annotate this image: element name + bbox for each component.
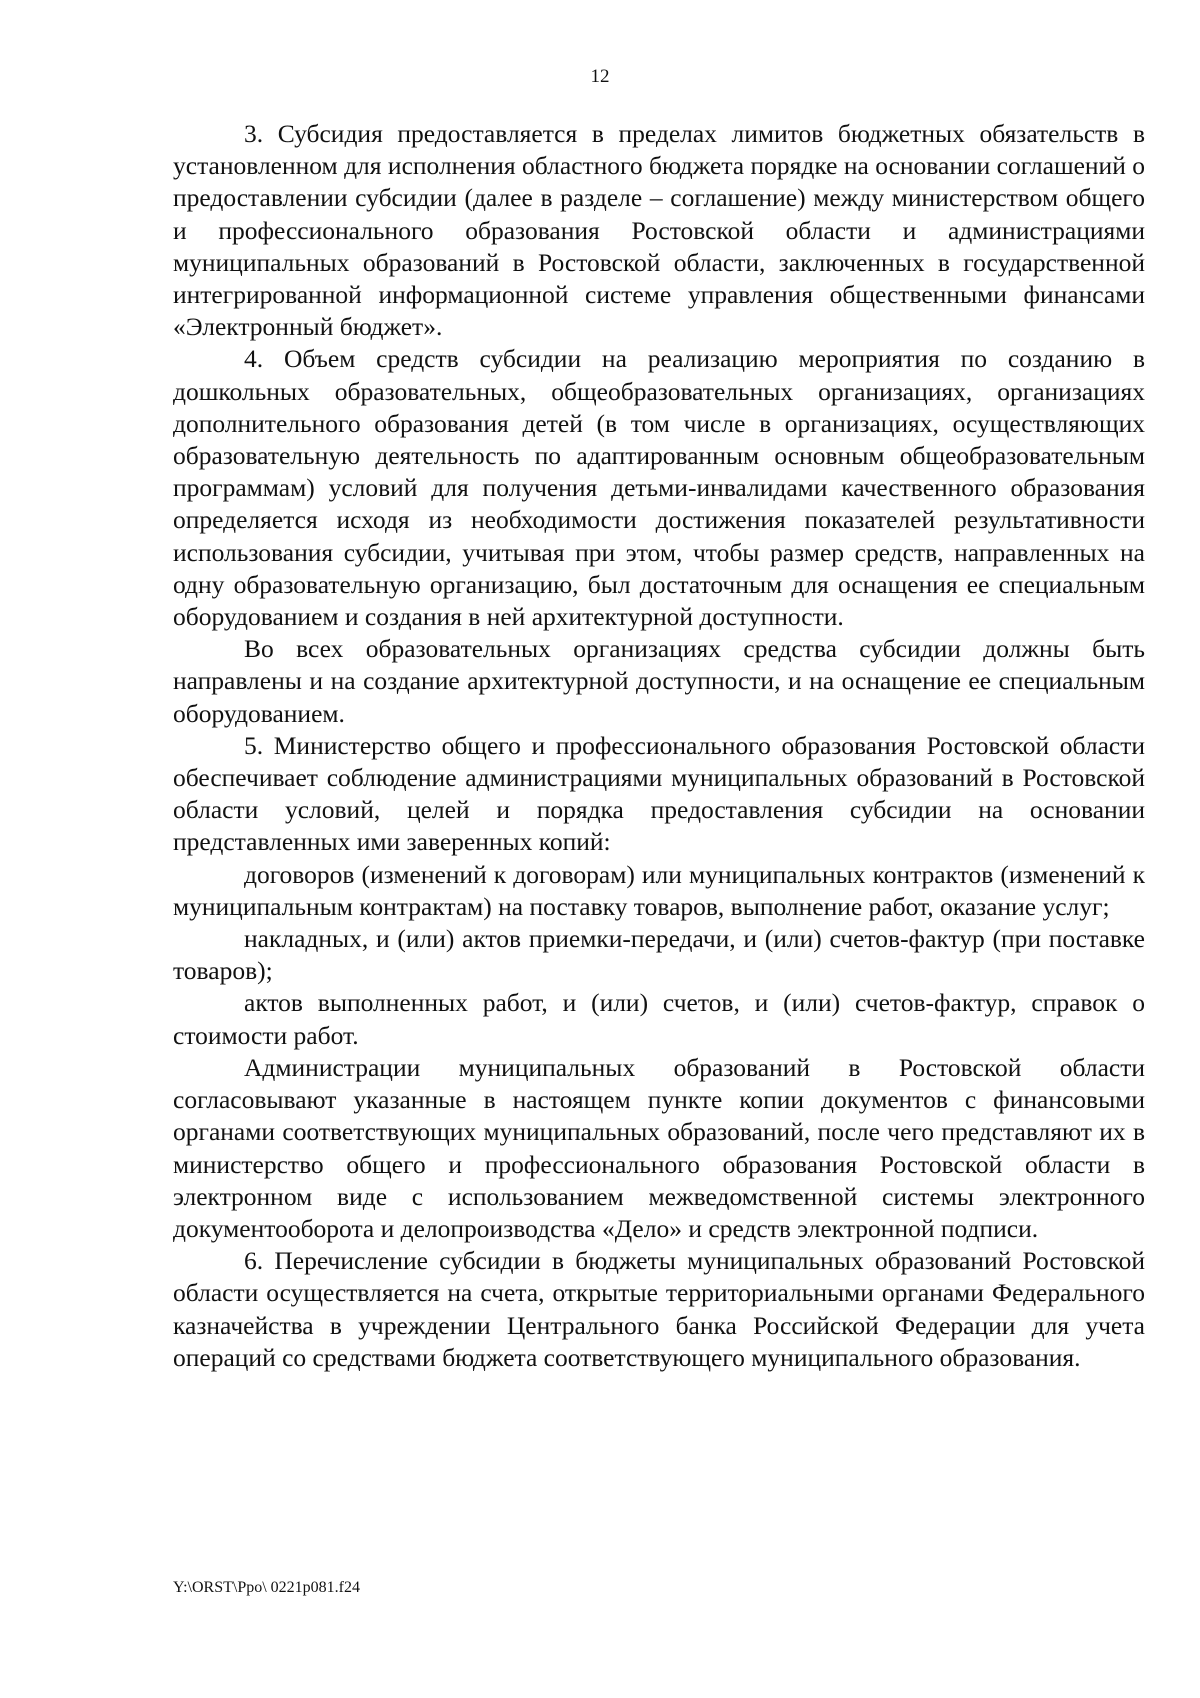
list-item-contracts: договоров (изменений к договорам) или муниципальных контрактов (изменений к муниципальным контрактам) на поставку товаров, выполнение работ, оказание услуг; (173, 859, 1145, 921)
paragraph-subsidy-direction: Во всех образовательных организациях средства субсидии должны быть направлены и на создание архитектурной доступности, и на оснащение ее специальным оборудованием. (173, 634, 1145, 728)
paragraph-6-transfer: 6. Перечисление субсидии в бюджеты муниципальных образований Ростовской области осуществляется на счета, открытые территориальными органами Федерального казначейства в учреждении Центрального банка Российской Федерации для учета операций со средствами бюджета соответствующего муниципального образования. (173, 1246, 1145, 1372)
list-item-invoices: накладных, и (или) актов приемки-передачи, и (или) счетов-фактур (при поставке товаров); (173, 924, 1145, 986)
paragraph-5-ministry-control: 5. Министерство общего и профессионального образования Ростовской области обеспечивает соблюдение администрациями муниципальных образований в Ростовской области условий, целей и порядка предоставления субсидии на основании представленных ими заверенных копий: (173, 730, 1145, 857)
paragraph-administrations-approval: Администрации муниципальных образований в Ростовской области согласовывают указанные в настоящем пункте копии документов с финансовыми органами соответствующих муниципальных образований, после чего представляют их в министерство общего и профессионального образования Ростовской области в электронном виде с использованием межведомственной системы электронного документооборота и делопроизводства «Дело» и средств электронной подписи. (173, 1052, 1145, 1243)
list-item-acts: актов выполненных работ, и (или) счетов, и (или) счетов-фактур, справок о стоимости работ. (173, 988, 1145, 1050)
page-number: 12 (590, 66, 610, 87)
document-body (173, 118, 1145, 1374)
paragraph-4-subsidy-volume: 4. Объем средств субсидии на реализацию мероприятия по созданию в дошкольных образовательных, общеобразовательных организациях, организациях дополнительного образования детей (в том числе в организациях, осуществляющих образовательную деятельность по адаптированным основным общеобразовательным программам) условий для получения детьми-инвалидами качественного образования определяется исходя из необходимости достижения показателей результативности использования субсидии, учитывая при этом, чтобы размер средств, направленных на одну образовательную организацию, был достаточным для оснащения ее специальным оборудованием и создания в ней архитектурной доступности. (173, 344, 1145, 632)
paragraph-3-subsidy-limits: 3. Субсидия предоставляется в пределах лимитов бюджетных обязательств в установленном для исполнения областного бюджета порядке на основании соглашений о предоставлении субсидии (далее в разделе – соглашение) между министерством общего и профессионального образования Ростовской области и администрациями муниципальных образований в Ростовской области, заключенных в государственной интегрированной информационной системе управления общественными финансами «Электронный бюджет». (173, 119, 1145, 342)
footer-file-path: Y:\ORST\Ppo\ 0221p081.f24 (173, 1579, 360, 1596)
